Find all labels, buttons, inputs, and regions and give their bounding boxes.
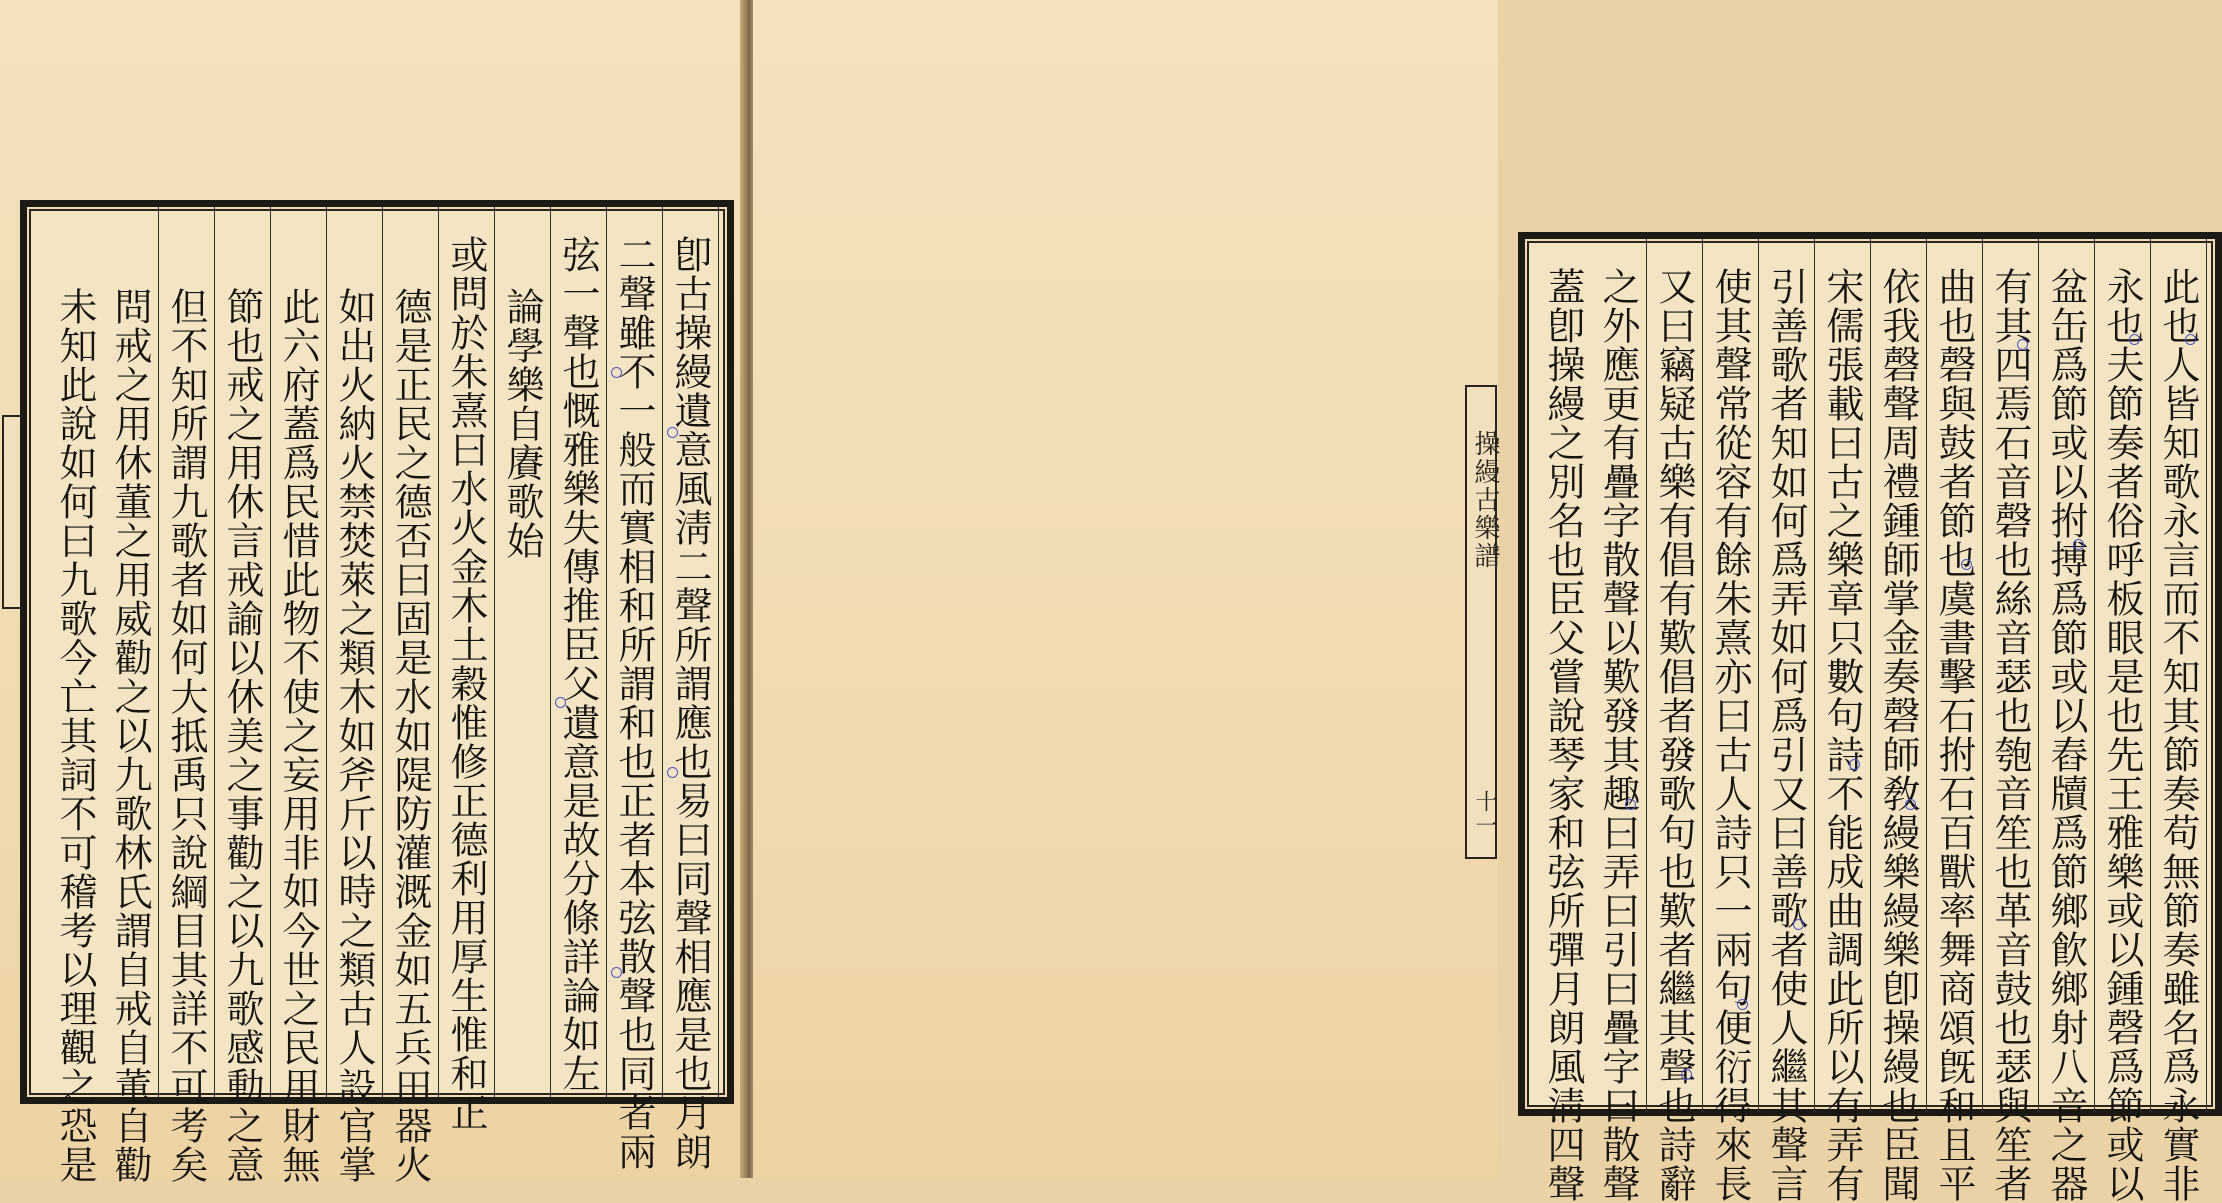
punctuation-circle-mark: [1681, 1069, 1692, 1080]
text-column: [1815, 239, 1871, 1203]
column-text: 弦一聲也慨雅樂失傳推臣父遺意是故分條詳論如左: [556, 235, 600, 1093]
column-text: 或問於朱熹曰水火金木土穀惟修正德利用厚生惟和正: [444, 235, 488, 1132]
column-text: 依我磬聲周禮鍾師掌金奏磬師敎縵樂縵樂卽操縵也臣聞: [1876, 267, 1920, 1203]
column-text: 論學樂自賡歌始: [500, 287, 544, 560]
text-column: [383, 207, 439, 1184]
text-column: [551, 207, 607, 1097]
page-number: 十一: [1472, 790, 1497, 838]
right-margin-title: 操縵古樂譜: [1470, 430, 1500, 570]
punctuation-circle-mark: [2073, 539, 2084, 550]
right-text-frame: [1518, 232, 2222, 1203]
text-column: [47, 207, 103, 1184]
text-column: [2151, 239, 2207, 1203]
text-column: [327, 207, 383, 1184]
text-column: [2039, 239, 2095, 1203]
column-text: 使其聲常從容有餘朱熹亦曰古人詩只一兩句便衍得來長: [1708, 267, 1752, 1203]
punctuation-circle-mark: [667, 427, 678, 438]
text-column: [2095, 239, 2151, 1203]
punctuation-circle-mark: [1793, 919, 1804, 930]
text-column: [271, 207, 327, 1184]
column-text: 此六府蓋爲民惜此物不使之妄用非如今世之民用財無: [276, 287, 320, 1184]
column-text: 引善歌者知如何爲弄如何爲引又曰善歌者使人繼其聲言: [1764, 267, 1808, 1203]
punctuation-circle-mark: [1737, 999, 1748, 1010]
punctuation-circle-mark: [1905, 799, 1916, 810]
column-text: 宋儒張載曰古之樂章只數句詩不能成曲調此所以有弄有: [1820, 267, 1864, 1203]
column-text: 卽古操縵遺意風淸二聲所謂應也易曰同聲相應是也月朗: [668, 235, 712, 1171]
column-text: 德是正民之德否曰固是水如隄防灌溉金如五兵田器火: [388, 287, 432, 1184]
punctuation-circle-mark: [2185, 334, 2196, 345]
text-column: [495, 207, 551, 1097]
column-text: 永也夫節奏者俗呼板眼是也先王雅樂或以鍾磬爲節或以: [2100, 267, 2144, 1203]
punctuation-circle-mark: [555, 697, 566, 708]
column-text: 此也人皆知歌永言而不知其節奏苟無節奏雖名爲永實非: [2156, 267, 2200, 1203]
column-text: 盆缶爲節或以拊搏爲節或以舂牘爲節鄉飮鄉射八音之器: [2044, 267, 2088, 1203]
punctuation-circle-mark: [1961, 559, 1972, 570]
text-column: [1591, 239, 1647, 1203]
text-column: [1703, 239, 1759, 1203]
column-text: 又曰竊疑古樂有倡有歎倡者發歌句也歎者繼其聲也詩辭: [1652, 267, 1696, 1203]
text-column: [1647, 239, 1703, 1203]
text-column: [1927, 239, 1983, 1203]
punctuation-circle-mark: [2129, 334, 2140, 345]
text-column: [663, 207, 719, 1171]
punctuation-circle-mark: [2017, 339, 2028, 350]
text-column: [159, 207, 215, 1184]
text-column: [215, 207, 271, 1184]
text-column: [1983, 239, 2039, 1203]
right-page: [753, 0, 2200, 1203]
text-column: [1759, 239, 1815, 1203]
column-text: 有其四焉石音磬也絲音瑟也匏音笙也革音鼓也瑟與笙者: [1988, 267, 2032, 1203]
text-column: [103, 207, 159, 1184]
column-text: 問戒之用休董之用威勸之以九歌林氏謂自戒自董自勸: [108, 287, 152, 1184]
column-text: 二聲雖不一般而實相和所謂和也正者本弦散聲也同者兩: [612, 235, 656, 1171]
column-text: 但不知所謂九歌者如何大抵禹只說綱目其詳不可考矣: [164, 287, 208, 1184]
punctuation-circle-mark: [611, 967, 622, 978]
column-text: 節也戒之用休言戒諭以休美之事勸之以九歌感動之意: [220, 287, 264, 1184]
column-text: 如出火納火禁焚萊之類木如斧斤以時之類古人設官掌: [332, 287, 376, 1184]
column-text: 之外應更有疊字散聲以歎發其趣曰弄曰引曰疊字曰散聲: [1596, 267, 1640, 1203]
punctuation-circle-mark: [1849, 759, 1860, 770]
left-text-frame: [20, 200, 734, 1184]
column-text: 曲也磬與鼓者節也虞書擊石拊石百獸率舞商頌旣和且平: [1932, 267, 1976, 1203]
text-column: [607, 207, 663, 1171]
text-column: [1871, 239, 1927, 1203]
punctuation-circle-mark: [1625, 799, 1636, 810]
text-column: [439, 207, 495, 1132]
punctuation-circle-mark: [667, 767, 678, 778]
column-text: 蓋卽操縵之別名也臣父嘗說琴家和弦所彈月朗風淸四聲: [1541, 267, 1585, 1203]
left-page: [0, 0, 745, 1184]
text-column: [1535, 239, 1591, 1203]
punctuation-circle-mark: [611, 367, 622, 378]
column-text: 未知此說如何曰九歌今亡其詞不可稽考以理觀之恐是: [53, 287, 97, 1184]
